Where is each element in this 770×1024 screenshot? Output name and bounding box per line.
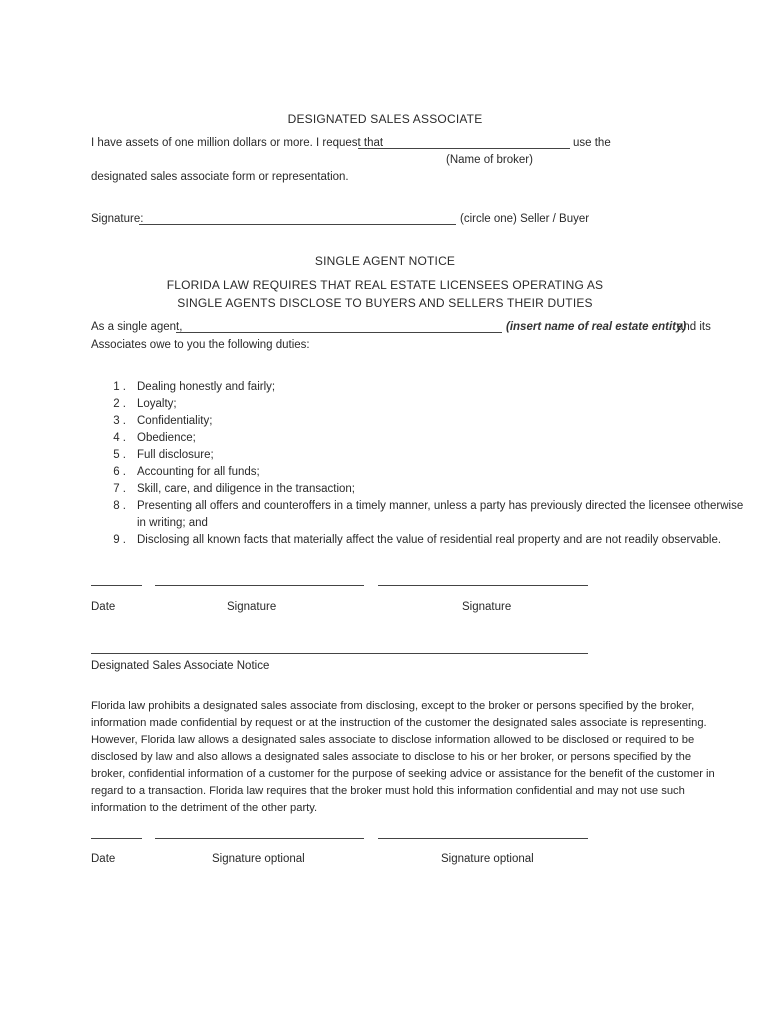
duty-text: Dealing honestly and fairly; [137, 381, 276, 393]
duty-number: 2 . [113, 398, 126, 410]
duty-number: 3 . [113, 415, 126, 427]
florida-law-paragraph: Florida law prohibits a designated sales associate from disclosing, except to the broker or persons specified by the broker, information made confidential by request or at the instruction of the customer the designated sales associate is representing. However, Florida law allows a designated sales associate to disclose information allowed to be disclosed or required to be disclosed by law and also allows a designated sales associate to disclose to his or her broker, or persons specified by the broker, confidential information of a customer for the purpose of seeking advice or assistance for the benefit of the customer in regard to a transaction. Florida law requires that the broker must hold this information confidential and may not use such information to the detriment of the other party. [91, 700, 715, 814]
insert-name-instruction: (insert name of real estate entity) [506, 321, 687, 333]
dsa-notice-heading: Designated Sales Associate Notice [91, 660, 270, 672]
date-field-2[interactable] [91, 838, 142, 839]
optional-signature-label-2: Signature optional [441, 853, 534, 865]
single-agent-heading: SINGLE AGENT NOTICE [314, 254, 456, 268]
date-label-2: Date [91, 853, 116, 865]
optional-signature-label-1: Signature optional [212, 853, 305, 865]
date-field[interactable] [91, 585, 142, 586]
duty-number: 5 . [113, 449, 126, 461]
duty-text: Loyalty; [137, 398, 177, 410]
duty-number: 4 . [113, 432, 126, 444]
duty-text: Disclosing all known facts that materially affect the value of residential real property and are not readily observable. [137, 534, 722, 546]
signature-label-1: Signature [227, 601, 277, 613]
duty-text: Confidentiality; [137, 415, 213, 427]
duty-number: 6 . [113, 466, 126, 478]
signature-field-2[interactable] [378, 585, 588, 586]
name-of-broker-caption: (Name of broker) [446, 154, 533, 166]
duty-number: 1 . [113, 381, 126, 393]
duty-text: Obedience; [137, 432, 196, 444]
real-estate-entity-field[interactable] [176, 332, 502, 333]
duty-number: 9 . [113, 534, 126, 546]
optional-signature-field-1[interactable] [155, 838, 364, 839]
florida-heading-line-1: FLORIDA LAW REQUIRES THAT REAL ESTATE LICENSEES OPERATING AS [166, 278, 604, 292]
duty-text: Presenting all offers and counteroffers in a timely manner, unless a party has previously directed the licensee otherwise [137, 500, 744, 512]
circle-one-text: (circle one) Seller / Buyer [460, 213, 590, 225]
duty-text: Skill, care, and diligence in the transaction; [137, 483, 355, 495]
document-title: DESIGNATED SALES ASSOCIATE [287, 112, 483, 126]
signature-field[interactable] [139, 224, 456, 225]
notice-divider [91, 653, 588, 654]
duty-number: 7 . [113, 483, 126, 495]
duty-text: Full disclosure; [137, 449, 214, 461]
signature-label: Signature: [91, 213, 144, 225]
signature-label-2: Signature [462, 601, 512, 613]
and-its-text: and its [677, 321, 711, 333]
use-the-text: use the [573, 137, 611, 149]
duty-text: Accounting for all funds; [137, 466, 260, 478]
optional-signature-field-2[interactable] [378, 838, 588, 839]
associates-owe-text: Associates owe to you the following duties: [91, 339, 310, 351]
signature-field-1[interactable] [155, 585, 364, 586]
date-label: Date [91, 601, 116, 613]
form-representation-text: designated sales associate form or representation. [91, 171, 349, 183]
as-single-agent-text: As a single agent, [91, 321, 183, 333]
duty-number: 8 . [113, 500, 126, 512]
assets-statement: I have assets of one million dollars or more. I request that [91, 137, 384, 149]
florida-heading-line-2: SINGLE AGENTS DISCLOSE TO BUYERS AND SELLERS THEIR DUTIES [177, 296, 593, 310]
broker-name-field[interactable] [358, 148, 570, 149]
duty-text: in writing; and [137, 517, 208, 529]
